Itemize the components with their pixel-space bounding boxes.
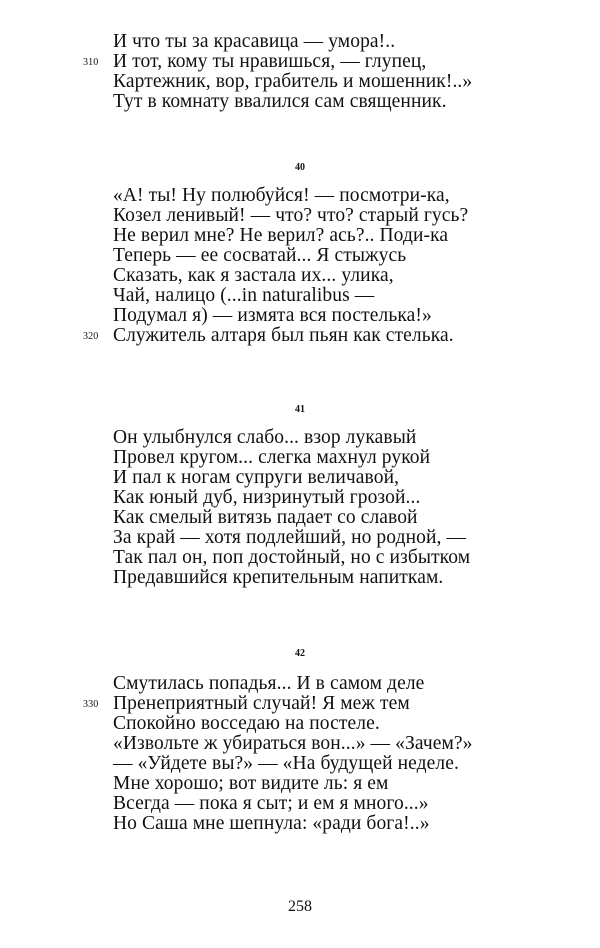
verse-line: 320 Служитель алтаря был пьян как стелька. — [83, 325, 454, 346]
stanza-41 — [113, 428, 553, 588]
stanza-number: 40 — [295, 162, 305, 173]
page-number: 258 — [288, 898, 312, 915]
line-number: 330 — [83, 699, 99, 710]
stanza-40 — [83, 185, 553, 346]
verse-line: 310 И тот, кому ты нравишься, — глупец, — [83, 51, 427, 72]
verse-line: Мне хорошо; вот видите ль: я ем — [113, 773, 389, 794]
verse-line: Теперь — ее сосватай... Я стыжусь — [113, 245, 407, 266]
verse-line: Но Саша мне шепнула: «ради бога!..» — [113, 813, 430, 834]
stanza-continuation — [83, 31, 553, 112]
verse-line: Так пал он, поп достойный, но с избытком — [113, 547, 471, 568]
stanza-number: 41 — [295, 404, 305, 415]
verse-line: Предавшийся крепительным напиткам. — [113, 567, 444, 588]
verse-line: Провел кругом... слегка махнул рукой — [113, 447, 431, 468]
stanza-number: 42 — [295, 648, 305, 659]
verse-line: Всегда — пока я сыт; и ем я много...» — [113, 793, 429, 814]
verse-line: Смутилась попадья... И в самом деле — [113, 673, 425, 694]
line-number: 310 — [83, 57, 99, 68]
verse-line: Он улыбнулся слабо... взор лукавый — [113, 427, 417, 448]
verse-line: «Извольте ж убираться вон...» — «Зачем?» — [113, 733, 473, 754]
verse-line: Чай, налицо (...in naturalibus — — [113, 285, 375, 306]
verse-line: Как смелый витязь падает со славой — [113, 507, 418, 528]
verse-line: За край — хотя подлейший, но родной, — — [113, 527, 467, 548]
verse-line: Картежник, вор, грабитель и мошенник!..» — [113, 71, 473, 92]
verse-line: — «Уйдете вы?» — «На будущей неделе. — [113, 753, 459, 774]
verse-line: И пал к ногам супруги величавой, — [113, 467, 400, 488]
stanza-42 — [83, 673, 553, 834]
verse-line: 330 Пренеприятный случай! Я меж тем — [83, 693, 410, 714]
line-number: 320 — [83, 331, 99, 342]
verse-line: Козел ленивый! — что? что? старый гусь? — [113, 205, 469, 226]
verse-line: И что ты за красавица — умора!.. — [113, 31, 396, 52]
verse-line: Тут в комнату ввалился сам священник. — [113, 91, 447, 112]
verse-line: Сказать, как я застала их... улика, — [113, 265, 394, 286]
verse-line: Как юный дуб, низринутый грозой... — [113, 487, 421, 508]
verse-line: Подумал я) — измята вся постелька!» — [113, 305, 432, 326]
verse-line: «А! ты! Ну полюбуйся! — посмотри-ка, — [113, 185, 450, 206]
verse-line: Не верил мне? Не верил? ась?.. Поди-ка — [113, 225, 449, 246]
verse-line: Спокойно восседаю на постеле. — [113, 713, 380, 734]
